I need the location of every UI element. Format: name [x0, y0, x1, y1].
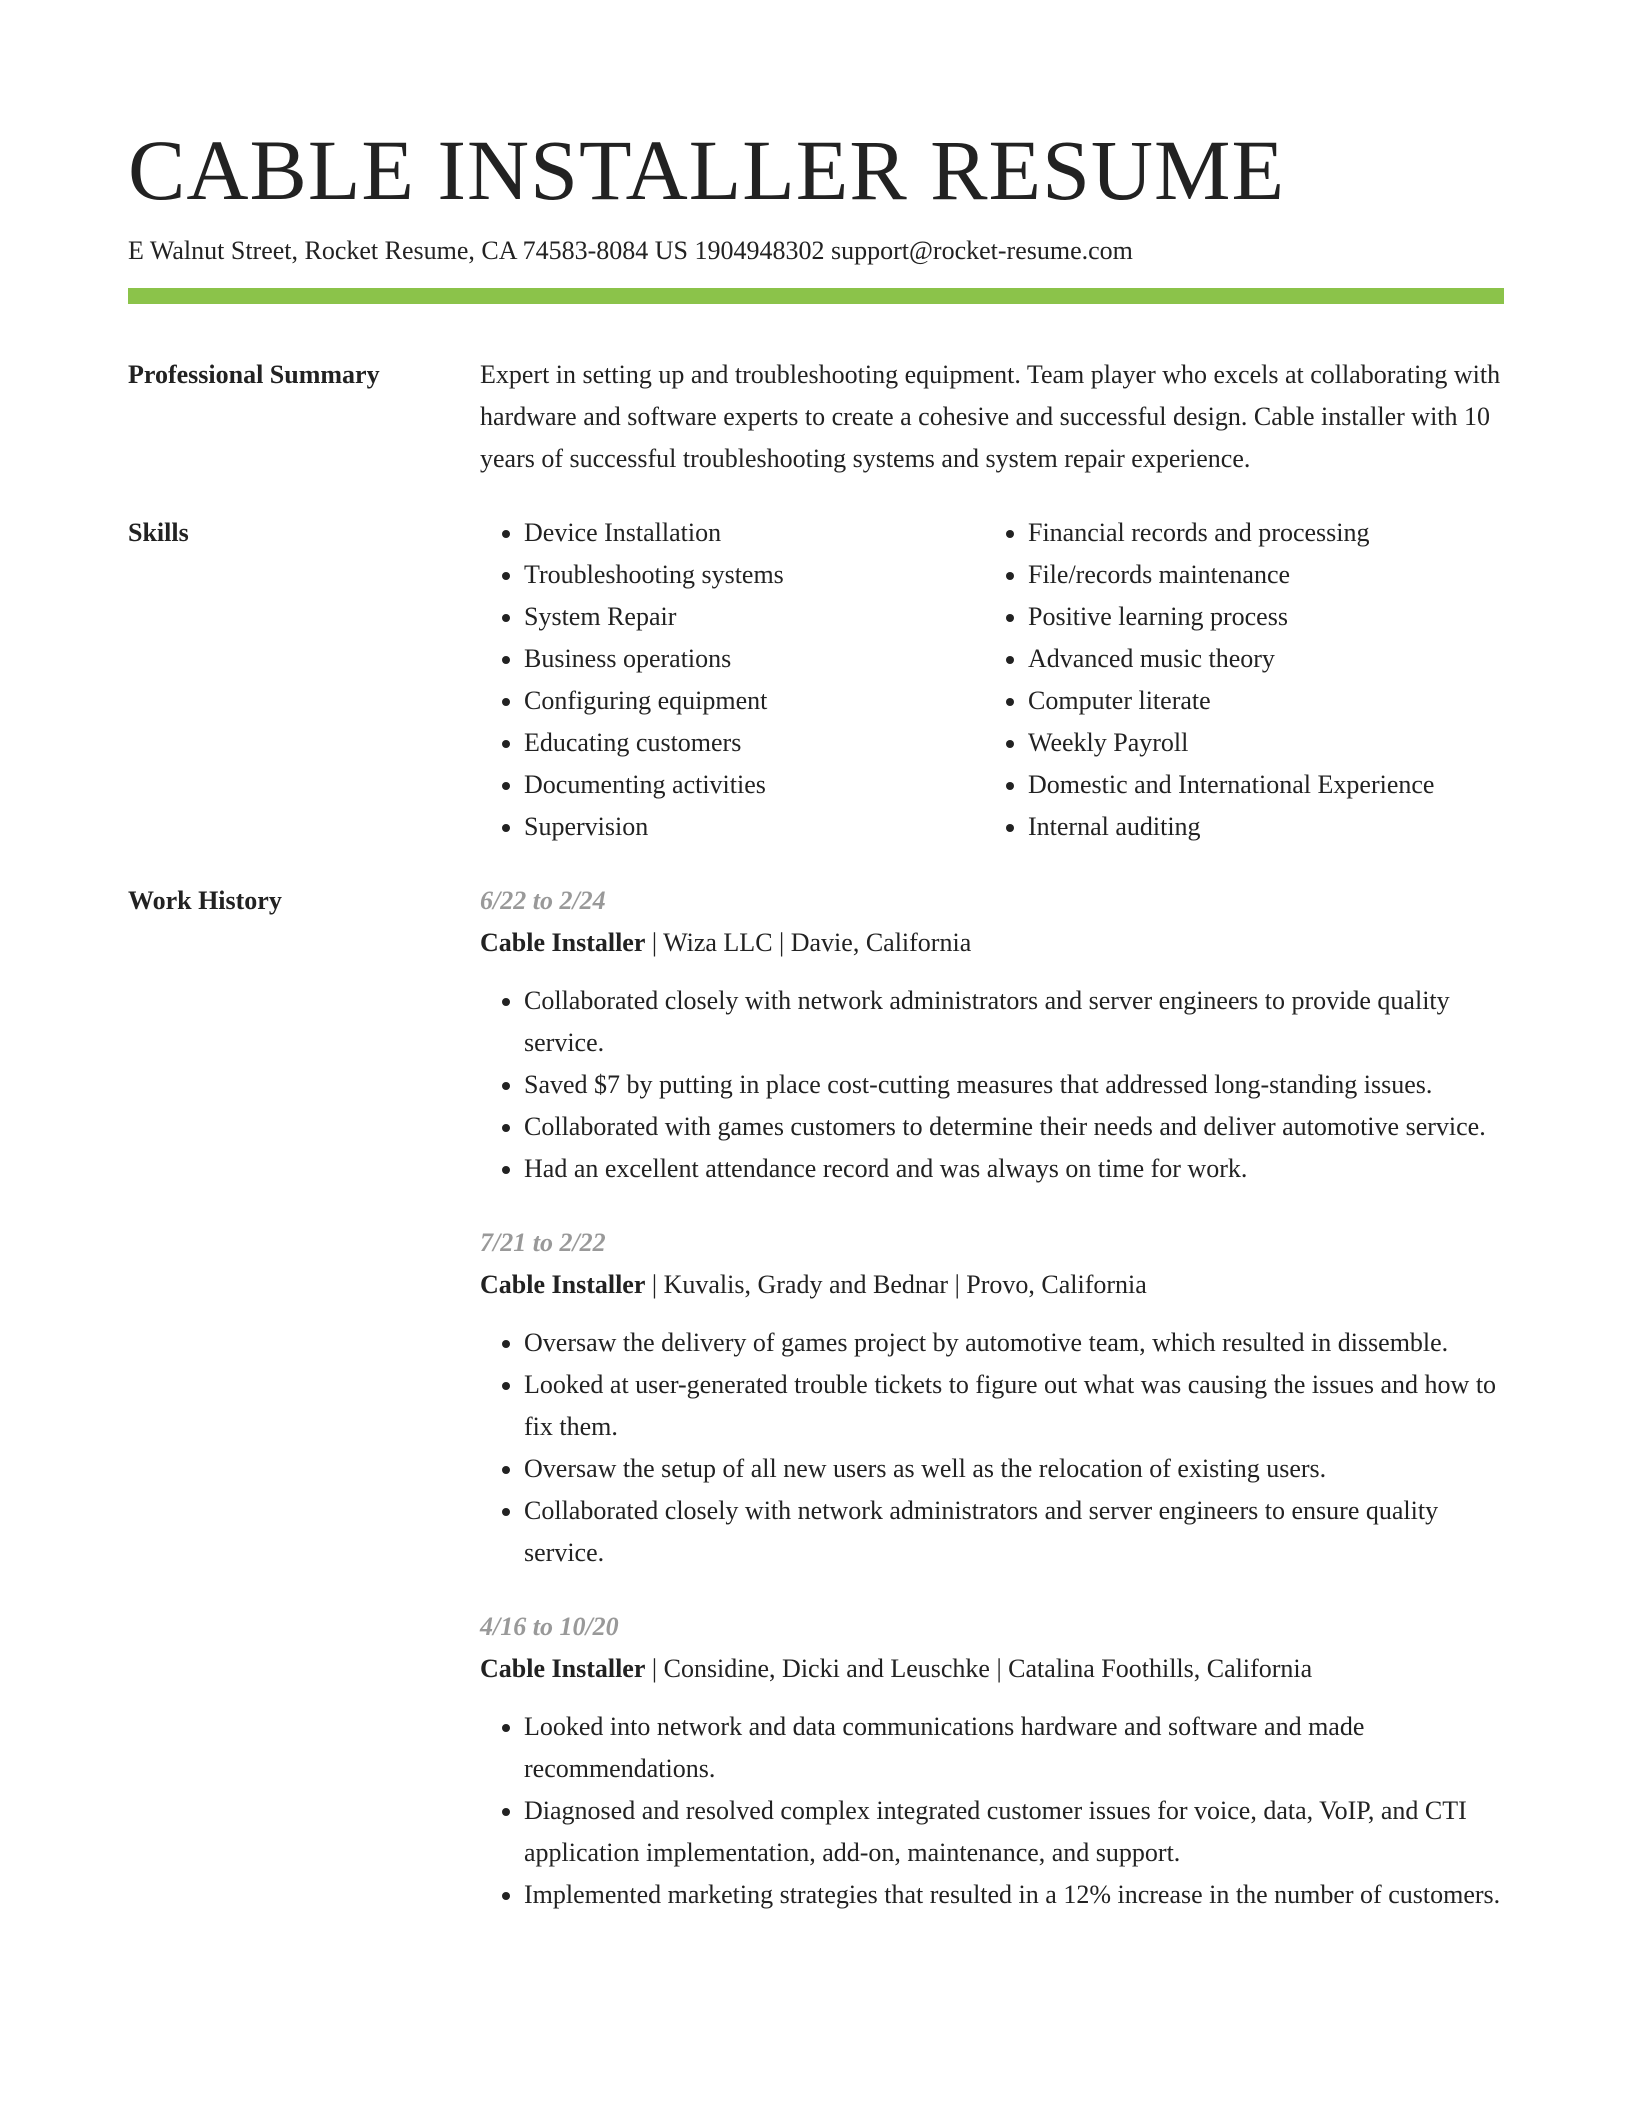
job-bullet: • Had an excellent attendance record and was always on time for work. — [524, 1148, 1504, 1190]
skill-item: • Educating customers — [524, 722, 984, 764]
section-label: Work History — [128, 886, 282, 915]
job-entry — [480, 1606, 1504, 1916]
job-dates: 6/22 to 2/24 — [480, 886, 606, 915]
job-bullet: • Collaborated closely with network administrators and server engineers to provide quality service. — [524, 980, 1504, 1064]
job-bullet: • Collaborated with games customers to determine their needs and deliver automotive service. — [524, 1106, 1504, 1148]
job-employer-location: | Considine, Dicki and Leuschke | Catalina Foothills, California — [645, 1654, 1313, 1683]
job-heading — [480, 1648, 1504, 1690]
skill-item: • Domestic and International Experience — [1028, 764, 1488, 806]
skills-column-right — [984, 512, 1488, 848]
job-employer-location: | Kuvalis, Grady and Bednar | Provo, California — [645, 1270, 1147, 1299]
job-entry — [480, 1222, 1504, 1574]
skill-item: • Supervision — [524, 806, 984, 848]
job-bullets — [480, 980, 1504, 1190]
skill-item: • Internal auditing — [1028, 806, 1488, 848]
job-bullets — [480, 1706, 1504, 1916]
skill-item: • Positive learning process — [1028, 596, 1488, 638]
job-bullet: • Looked into network and data communications hardware and software and made recommendations. — [524, 1706, 1504, 1790]
skill-item: • Troubleshooting systems — [524, 554, 984, 596]
job-bullets — [480, 1322, 1504, 1574]
skill-item: • Business operations — [524, 638, 984, 680]
work-history-section — [128, 880, 1504, 1948]
skills-section — [128, 512, 1504, 848]
job-employer-location: | Wiza LLC | Davie, California — [645, 928, 972, 957]
job-bullet: • Implemented marketing strategies that resulted in a 12% increase in the number of customers. — [524, 1874, 1504, 1916]
job-bullet: • Oversaw the delivery of games project by automotive team, which resulted in dissemble. — [524, 1322, 1504, 1364]
skill-item: • Financial records and processing — [1028, 512, 1488, 554]
job-title: Cable Installer — [480, 1654, 646, 1683]
job-bullet: • Looked at user-generated trouble tickets to figure out what was causing the issues and how to fix them. — [524, 1364, 1504, 1448]
skills-column-left — [480, 512, 984, 848]
job-bullet: • Oversaw the setup of all new users as well as the relocation of existing users. — [524, 1448, 1504, 1490]
job-dates: 7/21 to 2/22 — [480, 1228, 606, 1257]
skill-item: • Advanced music theory — [1028, 638, 1488, 680]
job-bullet: • Collaborated closely with network administrators and server engineers to ensure quality service. — [524, 1490, 1504, 1574]
professional-summary-section — [128, 354, 1504, 480]
accent-divider — [128, 288, 1504, 304]
resume-title: CABLE INSTALLER RESUME — [128, 122, 1286, 218]
job-heading — [480, 922, 1504, 964]
job-dates: 4/16 to 10/20 — [480, 1612, 619, 1641]
skill-item: • Computer literate — [1028, 680, 1488, 722]
skill-item: • Documenting activities — [524, 764, 984, 806]
job-bullet: • Diagnosed and resolved complex integrated customer issues for voice, data, VoIP, and CTI application implementation, add-on, maintenance, and support. — [524, 1790, 1504, 1874]
job-entry — [480, 880, 1504, 1190]
skill-item: • Weekly Payroll — [1028, 722, 1488, 764]
contact-info: E Walnut Street, Rocket Resume, CA 74583-8084 US 1904948302 support@rocket-resume.com — [128, 236, 1133, 265]
job-heading — [480, 1264, 1504, 1306]
skill-item: • Configuring equipment — [524, 680, 984, 722]
job-title: Cable Installer — [480, 928, 646, 957]
job-bullet: • Saved $7 by putting in place cost-cutting measures that addressed long-standing issues. — [524, 1064, 1504, 1106]
section-label: Skills — [128, 518, 189, 547]
job-title: Cable Installer — [480, 1270, 646, 1299]
work-history-body — [480, 880, 1504, 1948]
skill-item: • Device Installation — [524, 512, 984, 554]
skills-columns — [480, 512, 1504, 848]
section-label: Professional Summary — [128, 360, 380, 389]
skill-item: • File/records maintenance — [1028, 554, 1488, 596]
skill-item: • System Repair — [524, 596, 984, 638]
summary-text: Expert in setting up and troubleshooting equipment. Team player who excels at collaborating with hardware and software experts to create a cohesive and successful design. Cable installer with 10 years of successful troubleshooting systems and system repair experience. — [480, 360, 1501, 473]
